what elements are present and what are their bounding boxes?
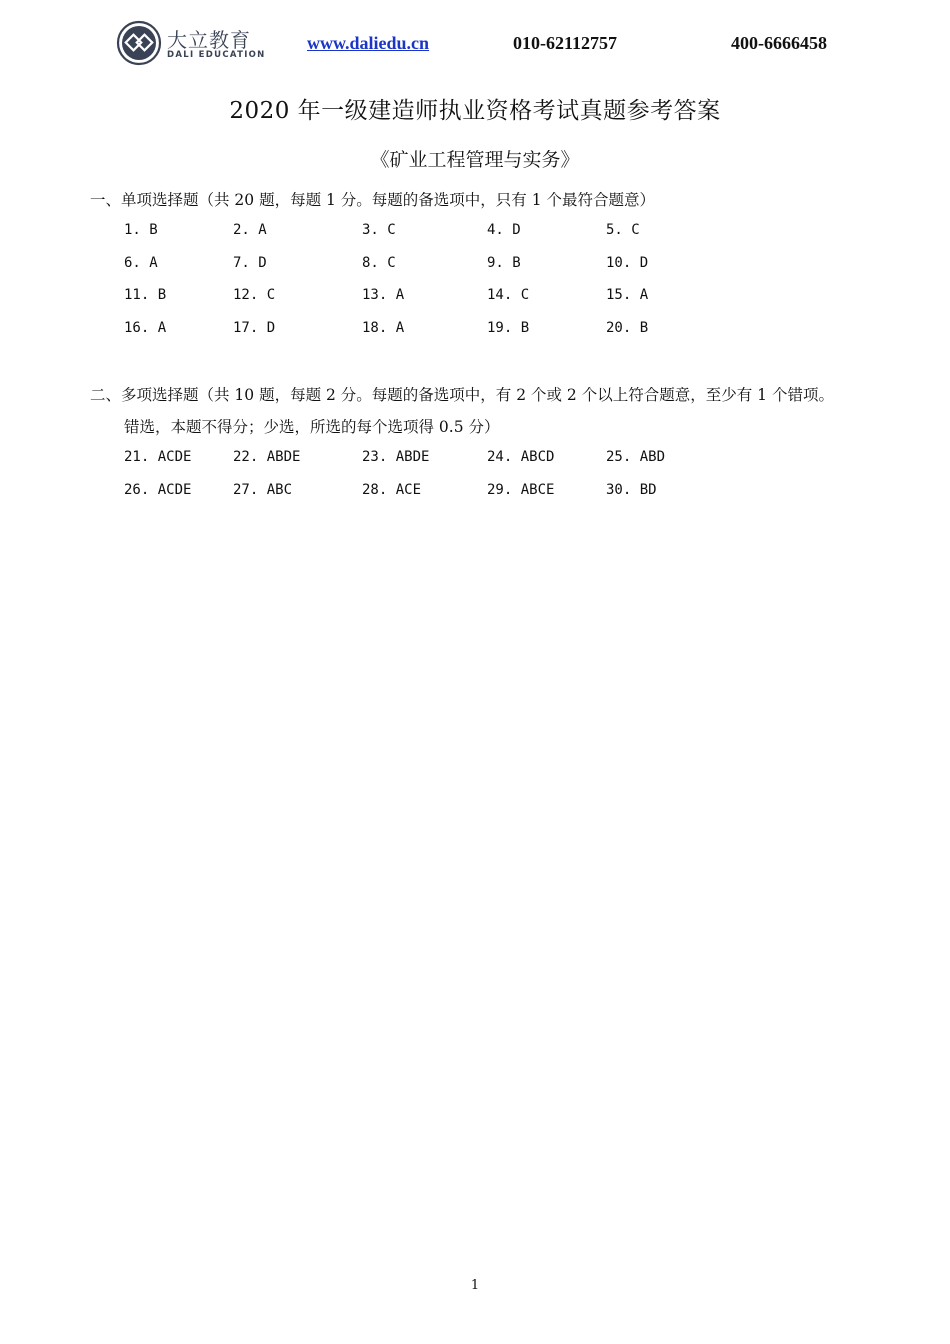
answer-cell: 25. ABD [606,449,666,465]
answer-cell: 28. ACE [362,481,422,498]
answer-cell: 1. B [124,222,158,238]
answer-cell: 20. B [606,319,649,336]
phone-number-1: 010-62112757 [513,33,618,53]
answer-cell: 14. C [487,287,530,303]
answer-cell: 27. ABC [233,481,293,498]
answer-cell: 7. D [233,254,267,271]
answer-cell: 26. ACDE [124,481,192,498]
answer-cell: 4. D [487,222,521,238]
section2-heading: 二、多项选择题（共 10 题，每题 2 分。每题的备选项中，有 2 个或 2 个以上符合题意，至少有 1 个错项。 [90,386,834,404]
answer-cell: 5. C [606,222,640,238]
page-header [0,0,950,80]
answer-cell: 21. ACDE [124,449,192,465]
phone-number-2: 400-6666458 [731,33,827,53]
answer-cell: 11. B [124,287,167,303]
answer-cell: 10. D [606,254,649,271]
document-title: 2020 年一级建造师执业资格考试真题参考答案 [229,98,721,124]
answer-cell: 19. B [487,319,530,336]
answer-cell: 6. A [124,254,158,271]
page-number: 1 [470,1278,480,1293]
section1-heading: 一、单项选择题（共 20 题，每题 1 分。每题的备选项中，只有 1 个最符合题意） [90,191,656,209]
website-link[interactable]: www.daliedu.cn [307,33,430,53]
answer-cell: 9. B [487,254,521,271]
answer-cell: 12. C [233,287,276,303]
answer-cell: 16. A [124,319,167,336]
answer-cell: 15. A [606,287,649,303]
answer-cell: 8. C [362,254,396,271]
logo-name-cn: 大立教育 [167,28,251,52]
answer-cell: 29. ABCE [487,481,555,498]
document-subtitle: 《矿业工程管理与实务》 [370,149,580,171]
answer-cell: 18. A [362,319,405,336]
answer-cell: 17. D [233,319,276,336]
answer-cell: 23. ABDE [362,449,430,465]
answer-cell: 22. ABDE [233,449,301,465]
answer-cell: 13. A [362,287,405,303]
answer-cell: 3. C [362,222,396,238]
answer-cell: 2. A [233,222,267,238]
section2-heading-cont: 错选，本题不得分；少选，所选的每个选项得 0.5 分） [124,418,500,436]
logo-name-en: DALI EDUCATION [167,50,266,60]
answer-cell: 30. BD [606,481,657,498]
answer-cell: 24. ABCD [487,449,555,465]
